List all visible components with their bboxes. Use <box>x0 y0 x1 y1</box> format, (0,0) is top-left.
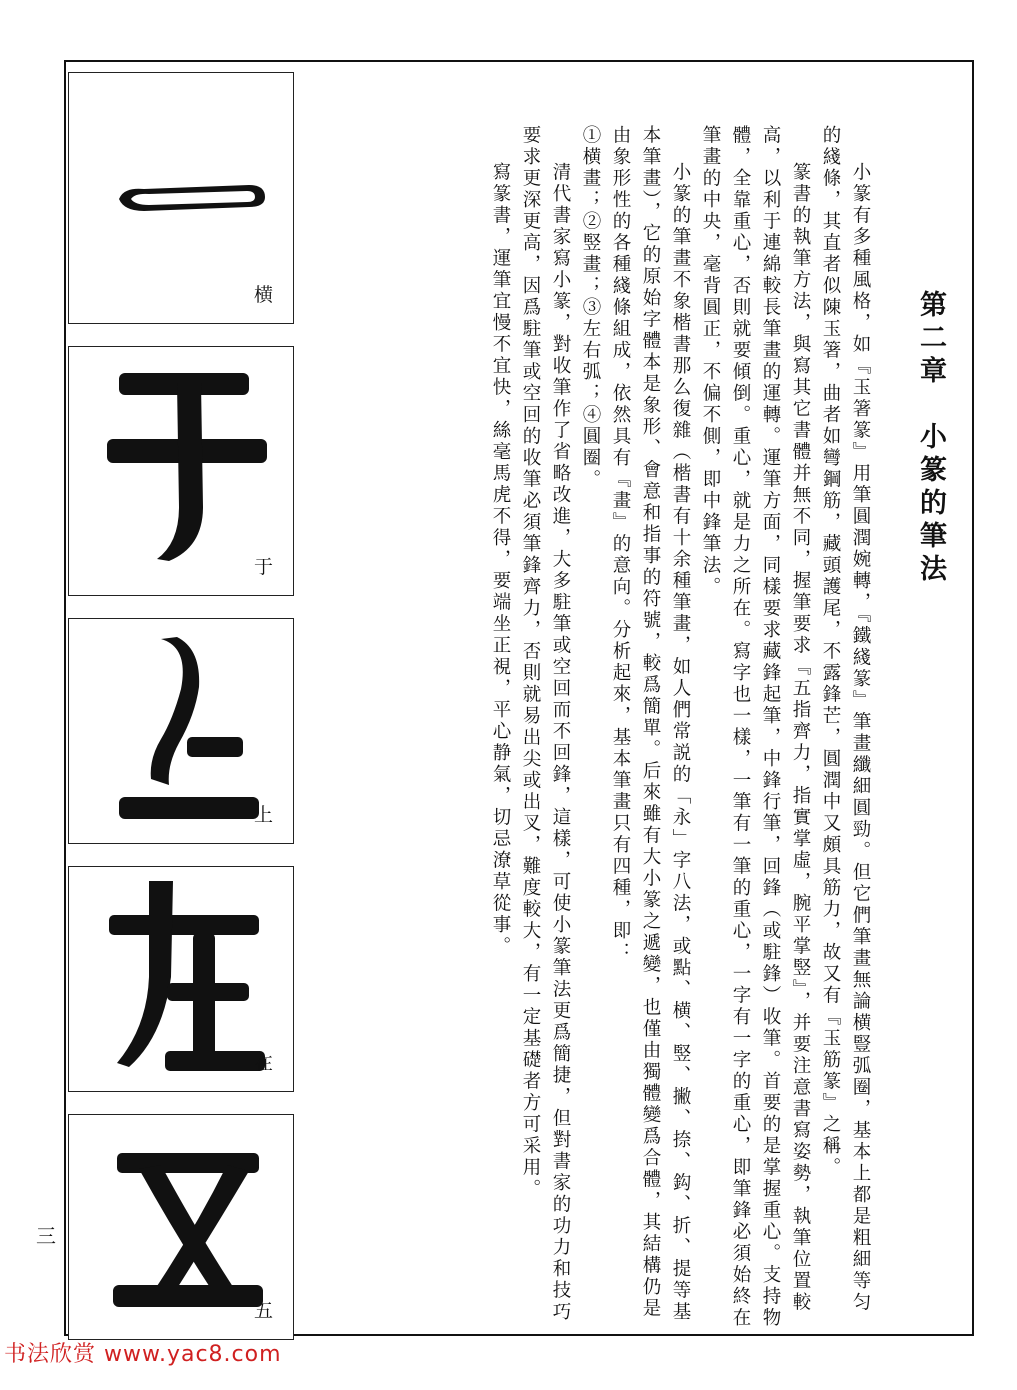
paragraph: 小篆的筆畫不象楷書那么復雜（楷書有十余種筆畫，如人們常説的「永」字八法，或點、横、竪、撇、捺、鈎、折、提等基本筆畫），它的原始字體本是象形、會意和指事的符號，較爲簡單。后來雖有大小篆之遞變，也僅由獨體變爲合體，其結構仍是由象形性的各種綫條組成，依然具有『畫』的意向。分析起來，基本筆畫只有四種，即： <box>610 125 691 1323</box>
paragraph: 小篆有多種風格，如『玉箸篆』用筆圓潤婉轉，『鐵綫篆』筆畫纖細圓勁。但它們筆畫無論横豎弧圈，基本上都是粗細等匀的綫條，其直者似陳玉箸，曲者如彎鋼筋，藏頭護尾，不露鋒芒，圓潤中又頗具筋力，故又有『玉筋篆』之稱。 <box>820 125 871 1314</box>
page-number: 三 <box>36 1224 56 1248</box>
example-label: 五 <box>253 1300 273 1322</box>
example-cell-wu <box>68 1114 294 1340</box>
paragraph: 寫篆書，運筆宜慢不宜快，絲毫馬虎不得，要端坐正視，平心静氣，切忌潦草從事。 <box>490 162 511 958</box>
example-cell-yu <box>68 346 294 596</box>
example-cell-heng <box>68 72 294 324</box>
paragraph: 篆書的執筆方法，與寫其它書體并無不同，握筆要求『五指齊力，指實掌虛，腕平掌竪』，并要注意書寫姿勢，執筆位置較高，以利于連綿較長筆畫的運轉。運筆方面，同樣要求藏鋒起筆，中鋒行筆，回鋒（或駐鋒）收筆。首要的是掌握重心。支持物體，全靠重心，否則就要傾倒。重心，就是力之所在。寫字也一樣，一筆有一筆的重心，一字有一字的重心，即筆鋒必須始終在筆畫的中央，毫背圓正，不偏不側，即中鋒筆法。 <box>700 125 811 1329</box>
watermark: 书法欣赏 www.yac8.com <box>4 1342 282 1367</box>
example-label: 上 <box>253 804 273 826</box>
example-label: 在 <box>253 1052 273 1074</box>
paragraph: ①横畫；②竪畫；③左右弧；④圓圈。 <box>580 125 601 491</box>
example-cell-zai <box>68 866 294 1092</box>
example-label: 横 <box>253 284 273 306</box>
body-text <box>330 125 945 1335</box>
example-label: 于 <box>253 556 273 578</box>
example-cell-shang <box>68 618 294 844</box>
paragraph: 清代書家寫小篆，對收筆作了省略改進，大多駐筆或空回而不回鋒，這樣，可使小篆筆法更爲簡捷，但對書家的功力和技巧要求更深更高，因爲駐筆或空回的收筆必須筆鋒齊力，否則就易出尖或出叉，難度較大，有一定基礎者方可采用。 <box>520 125 571 1323</box>
chapter-title: 第二章 小篆的筆法 <box>915 290 946 587</box>
